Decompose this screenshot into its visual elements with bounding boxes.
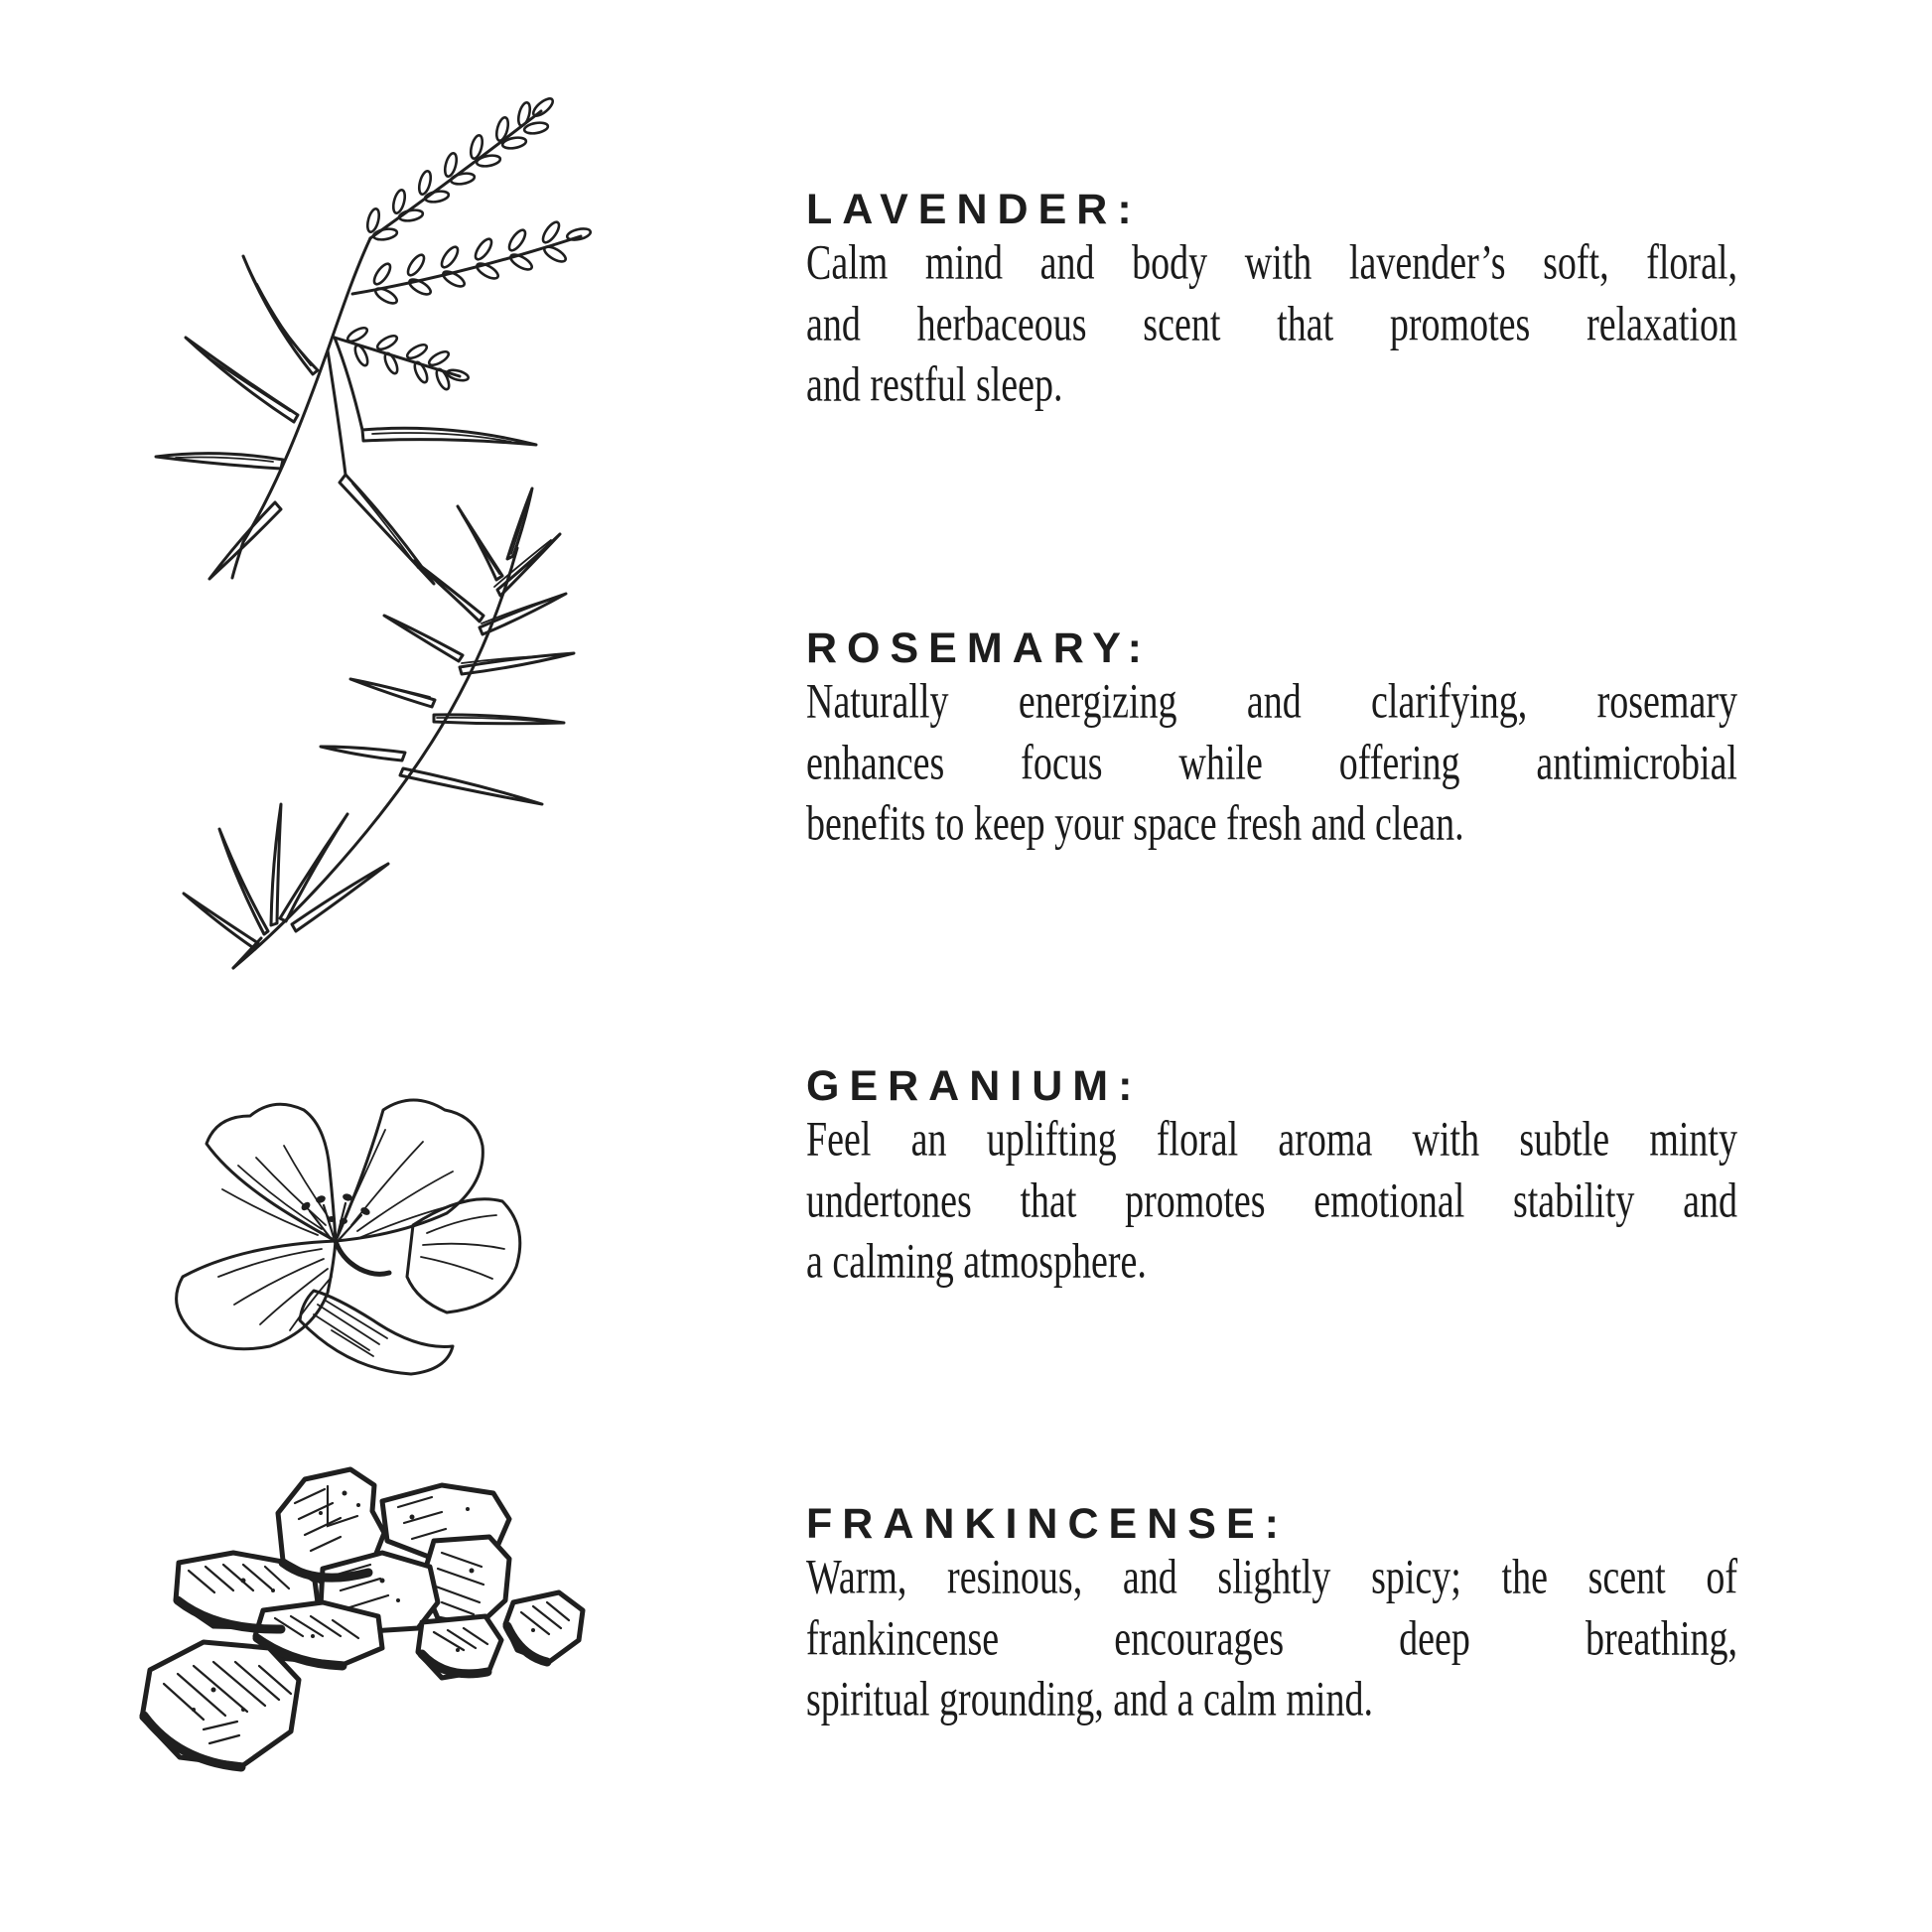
body-line: and herbaceous scent that promotes relaxation xyxy=(806,296,1737,351)
section-frankincense xyxy=(806,1500,1737,1731)
lavender-description xyxy=(806,233,1737,417)
body-line: Calm mind and body with lavender’s soft, floral, xyxy=(806,235,1737,291)
frankincense-illustration xyxy=(84,1442,640,1849)
body-line: benefits to keep your space fresh and clean. xyxy=(806,796,1464,852)
geranium-flower-icon xyxy=(119,1054,546,1400)
geranium-heading: GERANIUM: xyxy=(806,1062,1143,1110)
body-line: frankincense encourages deep breathing, xyxy=(806,1610,1737,1666)
frankincense-resin-icon xyxy=(84,1442,640,1849)
body-line: undertones that promotes emotional stability and xyxy=(806,1173,1737,1228)
body-line: spiritual grounding, and a calm mind. xyxy=(806,1672,1373,1727)
section-rosemary xyxy=(806,624,1737,856)
lavender-heading: LAVENDER: xyxy=(806,186,1142,233)
rosemary-heading: ROSEMARY: xyxy=(806,624,1152,672)
geranium-description xyxy=(806,1110,1737,1294)
body-line: and restful sleep. xyxy=(806,357,1063,413)
section-geranium xyxy=(806,1062,1737,1294)
frankincense-heading: FRANKINCENSE: xyxy=(806,1500,1289,1548)
geranium-illustration xyxy=(119,1054,546,1400)
frankincense-description xyxy=(806,1548,1737,1731)
rosemary-description xyxy=(806,672,1737,856)
rosemary-illustration xyxy=(164,477,601,988)
body-line: a calming atmosphere. xyxy=(806,1234,1147,1290)
rosemary-sprig-icon xyxy=(164,477,601,988)
body-line: Warm, resinous, and slightly spicy; the scent of xyxy=(806,1550,1737,1605)
body-line: Feel an uplifting floral aroma with subtle minty xyxy=(806,1112,1737,1168)
body-line: enhances focus while offering antimicrobial xyxy=(806,735,1737,790)
section-lavender xyxy=(806,186,1737,417)
body-line: Naturally energizing and clarifying, rosemary xyxy=(806,674,1737,730)
